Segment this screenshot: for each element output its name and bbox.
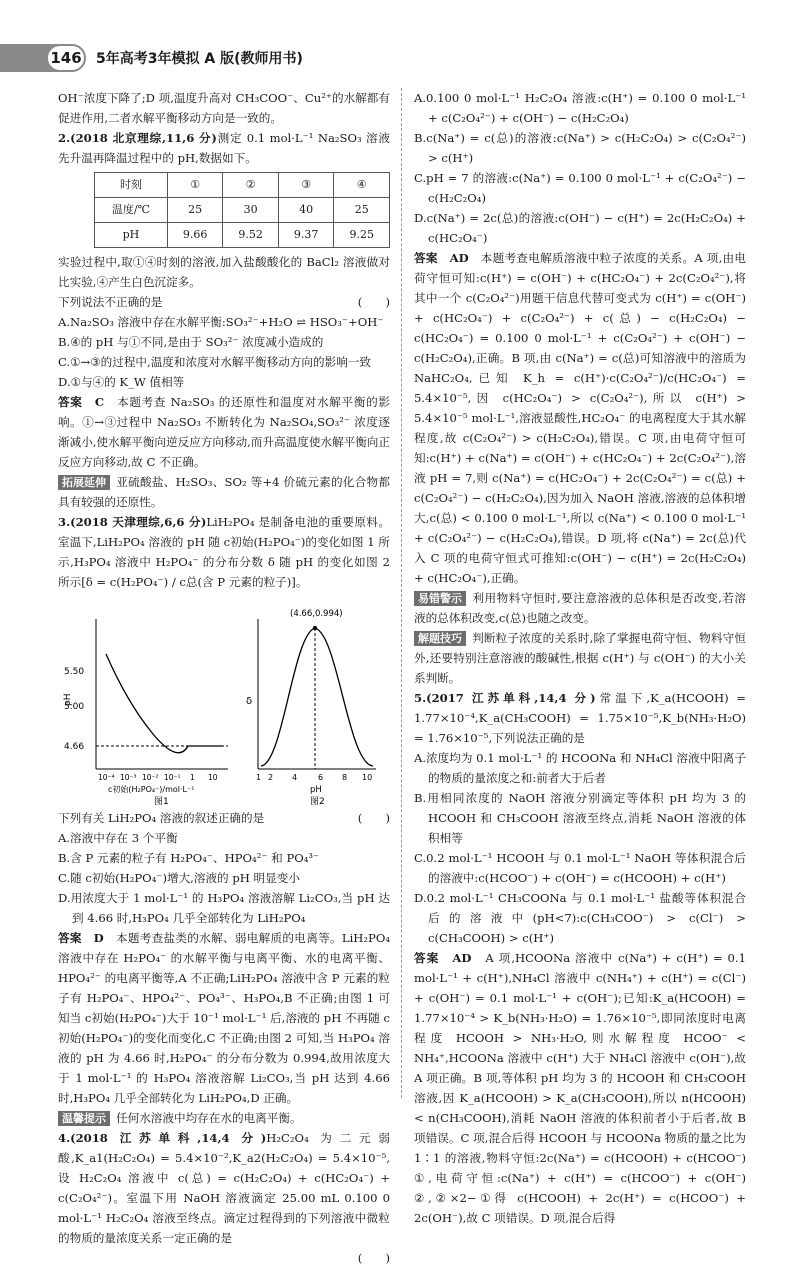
option-item: B.用相同浓度的 NaOH 溶液分别滴定等体积 pH 均为 3 的 HCOOH 和 CH₃COOH 溶液至终点,消耗 NaOH 溶液的体积相等 xyxy=(414,791,746,845)
answer-blank: ( ) xyxy=(357,811,390,825)
table-cell: 9.52 xyxy=(223,223,279,248)
skill-text: 判断粒子浓度的关系时,除了掌握电荷守恒、物料守恒外,还要特别注意溶液的酸碱性,根据 c(H⁺) 与 c(OH⁻) 的大小关系判断。 xyxy=(414,631,746,685)
fig1-curve xyxy=(106,654,223,753)
table-cell: 30 xyxy=(223,198,279,223)
option-item: B.c(Na⁺) = c(总)的溶液:c(Na⁺) > c(H₂C₂O₄) > c(C₂O₄²⁻) > c(H⁺) xyxy=(414,131,746,165)
extension-text: 亚硫酸盐、H₂SO₃、SO₂ 等+4 价硫元素的化合物都具有较强的还原性。 xyxy=(58,475,390,509)
fig1-xlabel: c初始(H₂PO₄⁻)/mol·L⁻¹ xyxy=(108,785,195,794)
q2-question: 下列说法不正确的是 xyxy=(58,295,163,309)
fig1-ytick: 5.00 xyxy=(64,702,85,712)
table-header: 时刻 xyxy=(95,173,168,198)
fig2-xtick: 8 xyxy=(342,773,348,782)
answer-label: 答案 AD xyxy=(414,251,469,265)
figure-svg xyxy=(58,594,390,806)
q4-heading: 4.(2018 江苏单科,14,4 分) xyxy=(58,1131,267,1145)
q4-text: H₂C₂O₄ 为二元弱酸,K_a1(H₂C₂O₄) = 5.4×10⁻²,K_a2(H₂C₂O₄) = 5.4×10⁻⁵,设 H₂C₂O₄ 溶液中 c(总) = c(H₂C₂O₄) + c(HC₂O₄⁻) + c(C₂O₄²⁻)。室温下用 NaOH 溶液滴定 25.00 mL 0.100 0 mol·L⁻¹ H₂C₂O₄ 溶液至终点。滴定过程得到的下列溶液中微粒的物质的量浓度关系一定正确的是 xyxy=(58,1131,390,1245)
table-header: ④ xyxy=(334,173,390,198)
answer-label: 答案 AD xyxy=(414,951,472,965)
answer-blank: ( ) xyxy=(357,1251,390,1265)
right-column xyxy=(414,88,746,1228)
q3-question: 下列有关 LiH₂PO₄ 溶液的叙述正确的是 xyxy=(58,811,265,825)
option-item: C.pH = 7 的溶液:c(Na⁺) = 0.100 0 mol·L⁻¹ + c(C₂O₄²⁻) − c(H₂C₂O₄) xyxy=(414,171,746,205)
table-row xyxy=(95,223,390,248)
q5-heading: 5.(2017 江苏单科,14,4 分) xyxy=(414,691,596,705)
fig2-point-label: (4.66,0.994) xyxy=(290,609,343,619)
table-header: ② xyxy=(223,173,279,198)
fig1-xtick: 10 xyxy=(208,773,218,782)
q2-experiment: 实验过程中,取①④时刻的溶液,加入盐酸酸化的 BaCl₂ 溶液做对比实验,④产生白色沉淀多。 xyxy=(58,255,390,289)
fig2-curve xyxy=(261,628,373,766)
book-title: 5年高考3年模拟 A 版(教师用书) xyxy=(96,51,303,67)
option-item: D.①与④的 K_W 值相等 xyxy=(58,375,185,389)
fig1-xtick: 10⁻¹ xyxy=(164,773,181,782)
fig2-xtick: 10 xyxy=(362,773,373,782)
table-cell: 40 xyxy=(278,198,334,223)
option-item: C.随 c初始(H₂PO₄⁻)增大,溶液的 pH 明显变小 xyxy=(58,871,300,885)
option-item: D.用浓度大于 1 mol·L⁻¹ 的 H₃PO₄ 溶液溶解 Li₂CO₃,当 pH 达到 4.66 时,H₃PO₄ 几乎全部转化为 LiH₂PO₄ xyxy=(58,891,390,925)
tip-tag: 温馨提示 xyxy=(58,1111,110,1126)
page-number: 146 xyxy=(46,44,86,72)
fig1-xtick: 10⁻³ xyxy=(120,773,137,782)
fig2-xtick: 6 xyxy=(318,773,324,782)
warning-tag: 易错警示 xyxy=(414,591,466,606)
fig2-ylabel: δ xyxy=(246,696,253,707)
ph-table xyxy=(94,172,390,248)
table-header: ① xyxy=(167,173,223,198)
option-item: A.浓度均为 0.1 mol·L⁻¹ 的 HCOONa 和 NH₄Cl 溶液中阳离子的物质的量浓度之和:前者大于后者 xyxy=(414,751,746,785)
skill-tag: 解题技巧 xyxy=(414,631,466,646)
q5-text: 常温下,K_a(HCOOH) = 1.77×10⁻⁴,K_a(CH₃COOH) = 1.75×10⁻⁵,K_b(NH₃·H₂O) = 1.76×10⁻⁵,下列说法正确的是 xyxy=(414,691,746,745)
table-cell: 9.66 xyxy=(167,223,223,248)
answer-label: 答案 D xyxy=(58,931,104,945)
column-divider xyxy=(401,88,402,1098)
answer-explanation: 本题考查 Na₂SO₃ 的还原性和温度对水解平衡的影响。①→③过程中 Na₂SO₃ 不断转化为 Na₂SO₄,SO₃²⁻ 浓度逐渐减小,使水解平衡向逆反应方向移动,而升高温度使水解平衡向正反应方向移动,故 C 不正确。 xyxy=(58,395,390,469)
fig1-xtick: 1 xyxy=(190,773,195,782)
fig1-xtick: 10⁻² xyxy=(142,773,159,782)
option-item: C.①→③的过程中,温度和浓度对水解平衡移动方向的影响一致 xyxy=(58,355,371,369)
option-item: B.④的 pH 与①不同,是由于 SO₃²⁻ 浓度减小造成的 xyxy=(58,335,324,349)
table-cell: 25 xyxy=(167,198,223,223)
option-item: A.溶液中存在 3 个平衡 xyxy=(58,831,178,845)
tip-text: 任何水溶液中均存在水的电离平衡。 xyxy=(116,1111,302,1125)
option-item: C.0.2 mol·L⁻¹ HCOOH 与 0.1 mol·L⁻¹ NaOH 等体积混合后的溶液中:c(HCOO⁻) + c(OH⁻) = c(HCOOH) + c(H⁺) xyxy=(414,851,746,885)
option-item: D.c(Na⁺) = 2c(总)的溶液:c(OH⁻) − c(H⁺) = 2c(H₂C₂O₄) + c(HC₂O₄⁻) xyxy=(414,211,746,245)
figures xyxy=(58,594,390,806)
fig2-caption: 图2 xyxy=(310,797,325,806)
table-row xyxy=(95,198,390,223)
fig1-caption: 图1 xyxy=(154,797,169,806)
option-item: D.0.2 mol·L⁻¹ CH₃COONa 与 0.1 mol·L⁻¹ 盐酸等体积混合后的溶液中(pH<7):c(CH₃COO⁻) > c(Cl⁻) > c(CH₃COOH) > c(H⁺) xyxy=(414,891,746,945)
fig2-xlabel: pH xyxy=(310,785,322,795)
left-column xyxy=(58,88,390,1268)
table-header: ③ xyxy=(278,173,334,198)
table-cell: 温度/℃ xyxy=(95,198,168,223)
fig1-ytick: 5.50 xyxy=(64,667,85,677)
answer-explanation: 本题考查电解质溶液中粒子浓度的关系。A 项,由电荷守恒可知:c(H⁺) = c(OH⁻) + c(HC₂O₄⁻) + 2c(C₂O₄²⁻),将其中一个 c(C₂O₄²⁻)用题干信息代替可变式为 c(H⁺) = c(OH⁻) + c(HC₂O₄⁻) + c(C₂O₄²⁻) + c(总) − c(H₂C₂O₄) − c(HC₂O₄⁻) = 0.100 0 mol·L⁻¹ + c(C₂O₄²⁻) + c(OH⁻) − c(H₂C₂O₄),正确。B 项,由 c(Na⁺) = c(总)可知溶液中的溶质为 NaHC₂O₄,已知 K_h = c(H⁺)·c(C₂O₄²⁻)/c(HC₂O₄⁻) = 5.4×10⁻⁵,因 c(HC₂O₄⁻) > c(C₂O₄²⁻),所以 c(H⁺) > 5.4×10⁻⁵ mol·L⁻¹,溶液显酸性,HC₂O₄⁻ 的电离程度大于其水解程度,故 c(C₂O₄²⁻) > c(H₂C₂O₄),错误。C 项,由电荷守恒可知:c(H⁺) + c(Na⁺) = c(OH⁻) + c(HC₂O₄⁻) + 2c(C₂O₄²⁻),溶液 pH = 7,则 c(Na⁺) = c(HC₂O₄⁻) + 2c(C₂O₄²⁻) = c(总) + c(C₂O₄²⁻) − c(H₂C₂O₄),因为加入 NaOH 溶液,溶液的总体积增大,c(总) < 0.100 0 mol·L⁻¹,所以 c(Na⁺) < 0.100 0 mol·L⁻¹ + c(C₂O₄²⁻) − c(H₂C₂O₄),错误。D 项,将 c(Na⁺) = 2c(总)代入 C 项的电荷守恒式可推知:c(OH⁻) − c(H⁺) = 2c(H₂C₂O₄) + c(HC₂O₄⁻),正确。 xyxy=(414,251,746,585)
table-cell: 9.25 xyxy=(334,223,390,248)
answer-blank: ( ) xyxy=(357,295,390,309)
q3-text: LiH₂PO₄ 是制备电池的重要原料。室温下,LiH₂PO₄ 溶液的 pH 随 c初始(H₂PO₄⁻)的变化如图 1 所示,H₃PO₄ 溶液中 H₂PO₄⁻ 的分布分数 δ 随 pH 的变化如图 2 所示[δ = c(H₂PO₄⁻) / c总(含 P 元素的粒子)]。 xyxy=(58,515,390,589)
q2-heading: 2.(2018 北京理综,11,6 分) xyxy=(58,131,217,145)
fig1-xtick: 10⁻⁴ xyxy=(98,773,115,782)
page-header xyxy=(0,0,800,67)
fig2-xtick: 2 xyxy=(268,773,274,782)
warning-text: 利用物料守恒时,要注意溶液的总体积是否改变,若溶液的总体积改变,c(总)也随之改变。 xyxy=(414,591,746,625)
table-cell: 9.37 xyxy=(278,223,334,248)
fig2-xtick: 1 xyxy=(256,773,262,782)
option-item: A.Na₂SO₃ 溶液中存在水解平衡:SO₃²⁻+H₂O ⇌ HSO₃⁻+OH⁻ xyxy=(58,315,384,329)
fig1-ytick: 4.66 xyxy=(64,742,85,752)
answer-explanation: A 项,HCOONa 溶液中 c(Na⁺) + c(H⁺) = 0.1 mol·L⁻¹ + c(H⁺),NH₄Cl 溶液中 c(NH₄⁺) + c(H⁺) = c(Cl⁻) + c(OH⁻) = 0.1 mol·L⁻¹ + c(OH⁻);已知:K_a(HCOOH) = 1.77×10⁻⁴ > K_b(NH₃·H₂O) = 1.76×10⁻⁵,即同浓度时电离程度 HCOOH > NH₃·H₂O,则水解程度 HCOO⁻ < NH₄⁺,HCOONa 溶液中 c(H⁺) 大于 NH₄Cl 溶液中 c(OH⁻),故 A 项正确。B 项,等体积 pH 均为 3 的 HCOOH 和 CH₃COOH 溶液,因 K_a(HCOOH) > K_a(CH₃COOH),所以 n(HCOOH) < n(CH₃COOH),消耗 NaOH 溶液的体积前者小于后者,故 B 项错误。C 项,混合后得 HCOOH 与 HCOONa 物质的量之比为 1∶1 的溶液,物料守恒:2c(Na⁺) = c(HCOOH) + c(HCOO⁻) ①,电荷守恒:c(Na⁺) + c(H⁺) = c(HCOO⁻) + c(OH⁻) ②,②×2−①得 c(HCOOH) + 2c(H⁺) = c(HCOO⁻) + 2c(OH⁻),故 C 项错误。D 项,混合后得 xyxy=(414,951,746,1225)
intro-text: OH⁻浓度下降了;D 项,温度升高对 CH₃COO⁻、Cu²⁺的水解都有促进作用,二者水解平衡移动方向是一致的。 xyxy=(58,91,390,125)
answer-label: 答案 C xyxy=(58,395,105,409)
extension-tag: 拓展延伸 xyxy=(58,475,110,490)
q3-heading: 3.(2018 天津理综,6,6 分) xyxy=(58,515,207,529)
table-cell: pH xyxy=(95,223,168,248)
answer-explanation: 本题考查盐类的水解、弱电解质的电离等。LiH₂PO₄ 溶液中存在 H₂PO₄⁻ 的水解平衡与电离平衡、水的电离平衡、HPO₄²⁻ 的电离平衡等,A 不正确;LiH₂PO₄ 溶液中含 P 元素的粒子有 H₂PO₄⁻、HPO₄²⁻、PO₄³⁻、H₃PO₄,B 不正确;由图 1 可知当 c初始(H₂PO₄⁻)大于 10⁻¹ mol·L⁻¹ 后,溶液的 pH 不再随 c初始(H₂PO₄⁻)的变化而变化,C 不正确;由图 2 可知,当 H₃PO₄ 溶液的 pH 为 4.66 时,H₂PO₄⁻ 的分布分数为 0.994,故用浓度大于 1 mol·L⁻¹ 的 H₃PO₄ 溶液溶解 Li₂CO₃,当 pH 达到 4.66 时,H₃PO₄ 几乎全部转化为 LiH₂PO₄,D 正确。 xyxy=(58,931,390,1105)
option-item: B.含 P 元素的粒子有 H₂PO₄⁻、HPO₄²⁻ 和 PO₄³⁻ xyxy=(58,851,320,865)
fig2-xtick: 4 xyxy=(292,773,298,782)
table-cell: 25 xyxy=(334,198,390,223)
fig1-ylabel: pH xyxy=(63,693,73,706)
q2-text: 测定 0.1 mol·L⁻¹ Na₂SO₃ 溶液先升温再降温过程中的 pH,数据如下。 xyxy=(58,131,390,165)
fig2-peak-point xyxy=(313,626,317,630)
option-item: A.0.100 0 mol·L⁻¹ H₂C₂O₄ 溶液:c(H⁺) = 0.100 0 mol·L⁻¹ + c(C₂O₄²⁻) + c(OH⁻) − c(H₂C₂O₄) xyxy=(414,91,746,125)
